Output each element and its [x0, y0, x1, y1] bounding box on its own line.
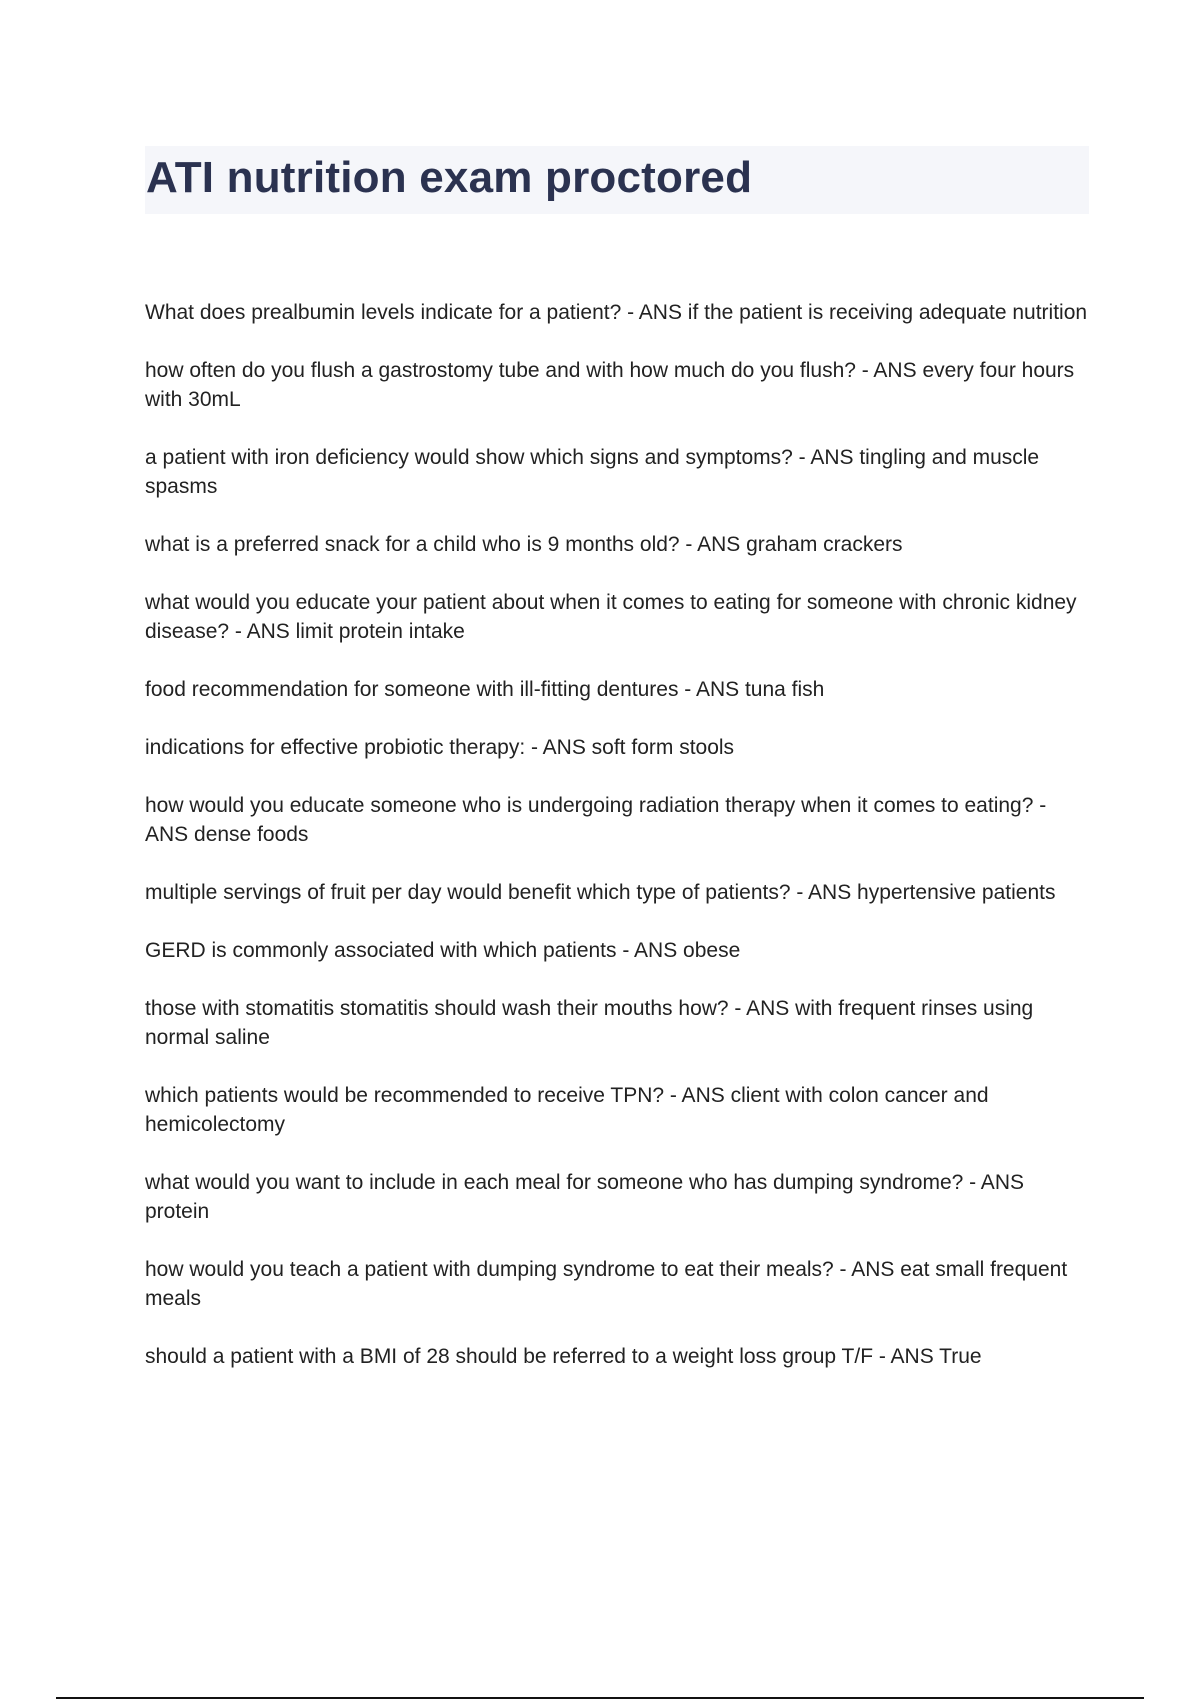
bottom-rule — [56, 1697, 1144, 1699]
qa-item: what is a preferred snack for a child who is 9 months old? - ANS graham crackers — [145, 533, 903, 556]
qa-item: a patient with iron deficiency would show which signs and symptoms? - ANS tingling and muscle spasms — [145, 446, 1040, 498]
qa-item: how often do you flush a gastrostomy tube and with how much do you flush? - ANS every four hours with 30mL — [145, 359, 1075, 411]
qa-item: what would you educate your patient about when it comes to eating for someone with chronic kidney disease? - ANS limit protein intake — [145, 591, 1077, 643]
qa-item: which patients would be recommended to receive TPN? - ANS client with colon cancer and hemicolectomy — [145, 1084, 989, 1136]
qa-item: how would you educate someone who is undergoing radiation therapy when it comes to eating? - ANS dense foods — [145, 794, 1047, 846]
qa-item: GERD is commonly associated with which patients - ANS obese — [145, 939, 741, 962]
qa-item: food recommendation for someone with ill-fitting dentures - ANS tuna fish — [145, 678, 825, 701]
qa-item: those with stomatitis stomatitis should wash their mouths how? - ANS with frequent rinses using normal saline — [145, 997, 1034, 1049]
qa-item: should a patient with a BMI of 28 should be referred to a weight loss group T/F - ANS True — [145, 1345, 982, 1368]
qa-list — [145, 298, 1091, 1400]
page-title: ATI nutrition exam proctored — [146, 153, 753, 202]
title-band — [145, 146, 1089, 214]
qa-item: multiple servings of fruit per day would benefit which type of patients? - ANS hypertensive patients — [145, 881, 1056, 904]
qa-item: what would you want to include in each meal for someone who has dumping syndrome? - ANS protein — [145, 1171, 1024, 1223]
qa-item: how would you teach a patient with dumping syndrome to eat their meals? - ANS eat small frequent meals — [145, 1258, 1068, 1310]
qa-item: What does prealbumin levels indicate for a patient? - ANS if the patient is receiving adequate nutrition — [145, 301, 1088, 324]
qa-item: indications for effective probiotic therapy: - ANS soft form stools — [145, 736, 735, 759]
